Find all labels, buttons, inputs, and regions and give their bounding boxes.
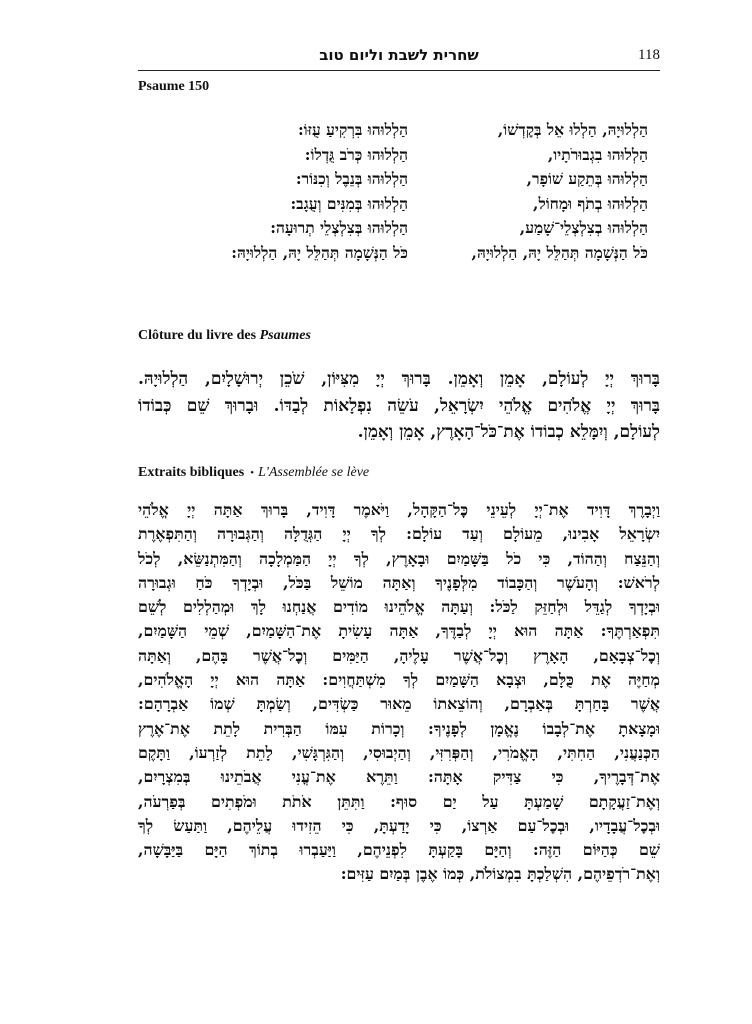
closing-blessing-text: [138, 366, 660, 446]
text-line: בָּרוּךְ יְיָ לְעוֹלָם, אָמֵן וְאָמֵן. בָּרוּךְ יְיָ מִצִּיּוֹן, שֹׁכֵן יְרוּשָׁלָיִם, הַלְלוּיָהּ.: [138, 369, 660, 389]
psalm-stich-right: הַלְלוּיָהּ, הַלְלוּ אֵל בְּקׇדְשׁוֹ,: [497, 120, 648, 139]
text-line: מְחַיֶּה אֶת כֻּלָּם, וּצְבָא הַשָּׁמַיִם לְךָ מִשְׁתַּחֲוִים: אַתָּה הוּא יְיָ הָאֱלֹהִים,: [138, 670, 660, 690]
text-line: וּמָצָאתָ אֶת־לְבָבוֹ נֶאֱמָן לְפָנֶיךָ: וְכָרוֹת עִמּוֹ הַבְּרִית לָתֵת אֶת־אֶרֶץ: [138, 718, 660, 738]
text-line: אֲשֶׁר בָּחַרְתָּ בְּאַבְרָם, וְהוֹצֵאתוֹ מֵאוּר כַּשְׂדִּים, וְשַׂמְתָּ שְׁמוֹ אַבְרָהָם:: [138, 694, 660, 714]
psalm-verse: [160, 218, 648, 243]
text-line: וּבְיָדְךָ לְגַדֵּל וּלְחַזֵּק לַכֹּל: וְעַתָּה אֱלֹהֵינוּ מוֹדִים אֲנַחְנוּ לָךְ וּמְהַלְלִים לְשֵׁם: [138, 597, 660, 617]
psalm-stich-left: הַלְלוּהוּ בִּרְקִיעַ עֻזּוֹ:: [297, 120, 408, 139]
extracts-text: [138, 498, 660, 887]
text-line: וְהַנֵּצַח וְהַהוֹד, כִּי כֹל בַּשָּׁמַיִם וּבָאָרֶץ, לְךָ יְיָ הַמַּמְלָכָה וְהַמִּתְנַשֵּׂא, לְכֹל: [138, 548, 660, 568]
psalm-stich-right: הַלְלוּהוּ בְתֹף וּמָחוֹל,: [533, 193, 648, 213]
psalm-stich-right: הַלְלוּהוּ בְצִלְצְלֵי־שָׁמַע,: [519, 218, 648, 237]
bullet-icon: •: [250, 467, 255, 479]
psalm-stich-right: הַלְלוּהוּ בִגְבוּרֹתָיו,: [547, 144, 648, 164]
text-line: וְאֶת־זַעֲקָתָם שָׁמַעְתָּ עַל יַם סוּף: וַתִּתֵּן אֹתֹת וּמֹפְתִים בְּפַרְעֹה,: [138, 791, 660, 811]
rubric-instruction: L'Assemblée se lève: [258, 465, 370, 480]
psalm-verse: [160, 169, 648, 194]
extracts-heading: [138, 465, 369, 481]
text-line: וְכׇל־צְבָאָם, הָאָרֶץ וְכׇל־אֲשֶׁר עָלֶיהָ, הַיַּמִּים וְכׇל־אֲשֶׁר בָּהֶם, וְאַתָּה: [138, 645, 660, 665]
psalm-stich-left: הַלְלוּהוּ בְּנֵבֶל וְכִנּוֹר:: [295, 169, 408, 188]
running-header: [138, 44, 660, 71]
psalm-stich-left: הַלְלוּהוּ כְּרֹב גֻּדְלוֹ:: [304, 144, 408, 164]
page-number: 118: [638, 47, 660, 63]
running-title: שחרית לשבת וליום טוב: [319, 46, 479, 64]
psalm-verse: [160, 243, 648, 268]
text-line: שֵׁם כְּהַיּוֹם הַזֶּה: וְהַיָּם בָּקַעְתָּ לִפְנֵיהֶם, וַיַּעַבְרוּ בְתוֹךְ הַיָּם בַּיַּבָּשָׁה,: [138, 840, 660, 860]
text-line: לְעוֹלָם, וְיִמָּלֵא כְבוֹדוֹ אֶת־כֹּל־הָאָרֶץ, אָמֵן וְאָמֵן.: [357, 422, 660, 442]
text-line: לְרֹאשׁ: וְהָעֹשֶׁר וְהַכָּבוֹד מִלְּפָנֶיךָ וְאַתָּה מוֹשֵׁל בַּכֹּל, וּבְיָדְךָ כֹּחַ וּגְבוּרָה: [138, 572, 660, 592]
text-line: וּבְכׇל־עֲבָדָיו, וּבְכׇל־עַם אַרְצוֹ, כִּי יָדַעְתָּ, כִּי הֵזִידוּ עֲלֵיהֶם, וַתַּעַשׂ לְךָ: [138, 815, 660, 835]
text-line: הַכְּנַעֲנִי, הַחִתִּי, הָאֱמֹרִי, וְהַפְּרִזִּי, וְהַיְבוּסִי, וְהַגִּרְגָּשִׁי, לָתֵת לְזַרְעוֹ, וַתָּקֶם: [138, 742, 660, 762]
text-line: וַיְבָרֶךְ דָּוִיד אֶת־יְיָ לְעֵינֵי כׇּל־הַקָּהָל, וַיֹּאמֶר דָּוִיד, בָּרוּךְ אַתָּה יְיָ אֱלֹהֵי: [138, 500, 660, 519]
psalm-verse: [160, 120, 648, 145]
psalm-150-heading: Psaume 150: [138, 79, 210, 94]
closing-heading-text: Clôture du livre des: [138, 328, 260, 343]
text-line: אֶת־דְּבָרֶיךָ, כִּי צַדִּיק אָתָּה: וַתֵּרֶא אֶת־עֳנִי אֲבֹתֵינוּ בְּמִצְרָיִם,: [138, 767, 660, 787]
text-line: תִּפְאַרְתֶּךָ: אַתָּה הוּא יְיָ לְבַדֶּךָ, אַתָּה עָשִׂיתָ אֶת־הַשָּׁמַיִם, שְׁמֵי הַשָּׁמַיִם,: [138, 621, 660, 641]
psalm-stich-left: הַלְלוּהוּ בְּצִלְצְלֵי תְרוּעָה:: [270, 218, 408, 237]
text-line: בָּרוּךְ יְיָ אֱלֹהִים אֱלֹהֵי יִשְׂרָאֵל, עֹשֵׂה נִפְלָאוֹת לְבַדּוֹ. וּבָרוּךְ שֵׁם כְּבוֹדוֹ: [138, 395, 660, 416]
psalm-stich-right: הַלְלוּהוּ בְּתֵקַע שׁוֹפָר,: [526, 169, 648, 188]
closing-heading-italic: Psaumes: [259, 328, 311, 343]
psalm-verse: [160, 145, 648, 170]
extracts-heading-text: Extraits bibliques: [138, 465, 245, 480]
text-line: וְאֶת־רֹדְפֵיהֶם, הִשְׁלַכְתָּ בִמְצוֹלֹת, כְּמוֹ אֶבֶן בְּמַיִם עַזִּים:: [340, 864, 660, 884]
closing-heading: [138, 328, 311, 344]
psalm-stich-left: כֹּל הַנְּשָׁמָה תְּהַלֵּל יָהּ, הַלְלוּיָהּ:: [231, 242, 408, 262]
psalm-stich-right: כֹּל הַנְּשָׁמָה תְּהַלֵּל יָהּ, הַלְלוּיָהּ,: [471, 242, 648, 262]
text-line: יִשְׂרָאֵל אָבִינוּ, מֵעוֹלָם וְעַד עוֹלָם: לְךָ יְיָ הַגְּדֻלָּה וְהַגְּבוּרָה וְהַתִּפְאֶרֶת: [138, 524, 660, 544]
psalm-verse: [160, 194, 648, 219]
psalm-150-text: [160, 120, 648, 267]
psalm-stich-left: הַלְלוּהוּ בְּמִנִּים וְעֻגָב:: [290, 193, 408, 213]
